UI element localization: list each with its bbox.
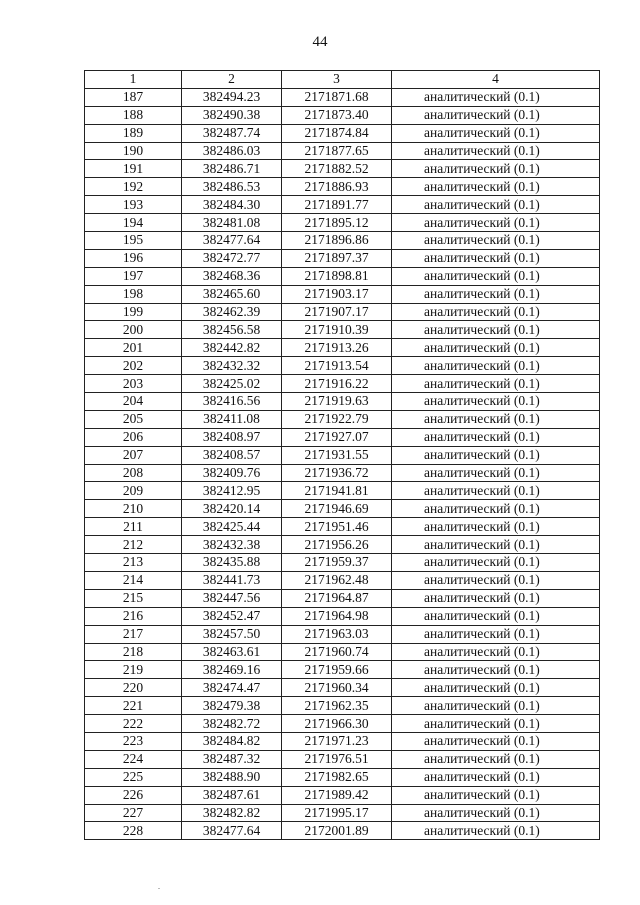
x-coordinate-cell: 382416.56 [182,393,282,411]
table-row [85,106,600,124]
x-coordinate-cell: 382468.36 [182,267,282,285]
table-row [85,804,600,822]
y-coordinate-cell: 2171897.37 [282,249,392,267]
x-coordinate-cell: 382486.53 [182,178,282,196]
method-cell: аналитический (0.1) [392,428,600,446]
x-coordinate-cell: 382442.82 [182,339,282,357]
method-cell: аналитический (0.1) [392,697,600,715]
table-row [85,321,600,339]
point-number-cell: 209 [85,482,182,500]
y-coordinate-cell: 2171898.81 [282,267,392,285]
x-coordinate-cell: 382486.03 [182,142,282,160]
point-number-cell: 213 [85,554,182,572]
method-cell: аналитический (0.1) [392,732,600,750]
table-row [85,124,600,142]
method-cell: аналитический (0.1) [392,518,600,536]
y-coordinate-cell: 2171941.81 [282,482,392,500]
header-row [85,71,600,89]
x-coordinate-cell: 382447.56 [182,589,282,607]
x-coordinate-cell: 382477.64 [182,822,282,840]
point-number-cell: 197 [85,267,182,285]
x-coordinate-cell: 382408.97 [182,428,282,446]
x-coordinate-cell: 382420.14 [182,500,282,518]
method-cell: аналитический (0.1) [392,106,600,124]
table-row [85,232,600,250]
method-cell: аналитический (0.1) [392,393,600,411]
table-row [85,715,600,733]
table-row [85,142,600,160]
table-row [85,88,600,106]
point-number-cell: 192 [85,178,182,196]
x-coordinate-cell: 382477.64 [182,232,282,250]
scan-artifact [158,888,160,889]
table-row [85,750,600,768]
y-coordinate-cell: 2171882.52 [282,160,392,178]
table-row [85,518,600,536]
method-cell: аналитический (0.1) [392,786,600,804]
y-coordinate-cell: 2171895.12 [282,214,392,232]
table-row [85,464,600,482]
table-row [85,732,600,750]
y-coordinate-cell: 2171964.98 [282,607,392,625]
y-coordinate-cell: 2171966.30 [282,715,392,733]
point-number-cell: 226 [85,786,182,804]
y-coordinate-cell: 2171963.03 [282,625,392,643]
y-coordinate-cell: 2171919.63 [282,393,392,411]
method-cell: аналитический (0.1) [392,124,600,142]
method-cell: аналитический (0.1) [392,571,600,589]
x-coordinate-cell: 382441.73 [182,571,282,589]
y-coordinate-cell: 2171989.42 [282,786,392,804]
x-coordinate-cell: 382487.74 [182,124,282,142]
y-coordinate-cell: 2171964.87 [282,589,392,607]
point-number-cell: 189 [85,124,182,142]
x-coordinate-cell: 382484.30 [182,196,282,214]
method-cell: аналитический (0.1) [392,625,600,643]
y-coordinate-cell: 2171960.74 [282,643,392,661]
y-coordinate-cell: 2171873.40 [282,106,392,124]
point-number-cell: 198 [85,285,182,303]
x-coordinate-cell: 382462.39 [182,303,282,321]
table-row [85,643,600,661]
method-cell: аналитический (0.1) [392,160,600,178]
x-coordinate-cell: 382425.44 [182,518,282,536]
point-number-cell: 214 [85,571,182,589]
y-coordinate-cell: 2171903.17 [282,285,392,303]
x-coordinate-cell: 382457.50 [182,625,282,643]
point-number-cell: 220 [85,679,182,697]
method-cell: аналитический (0.1) [392,554,600,572]
method-cell: аналитический (0.1) [392,339,600,357]
point-number-cell: 216 [85,607,182,625]
method-cell: аналитический (0.1) [392,715,600,733]
method-cell: аналитический (0.1) [392,482,600,500]
y-coordinate-cell: 2171927.07 [282,428,392,446]
point-number-cell: 210 [85,500,182,518]
x-coordinate-cell: 382408.57 [182,446,282,464]
method-cell: аналитический (0.1) [392,607,600,625]
method-cell: аналитический (0.1) [392,196,600,214]
point-number-cell: 199 [85,303,182,321]
table-body [85,88,600,839]
point-number-cell: 202 [85,357,182,375]
x-coordinate-cell: 382479.38 [182,697,282,715]
point-number-cell: 196 [85,249,182,267]
table-row [85,357,600,375]
y-coordinate-cell: 2171956.26 [282,536,392,554]
y-coordinate-cell: 2171959.66 [282,661,392,679]
header-col-1: 1 [85,71,182,89]
y-coordinate-cell: 2171886.93 [282,178,392,196]
x-coordinate-cell: 382469.16 [182,661,282,679]
x-coordinate-cell: 382486.71 [182,160,282,178]
table-row [85,571,600,589]
x-coordinate-cell: 382411.08 [182,410,282,428]
y-coordinate-cell: 2171871.68 [282,88,392,106]
x-coordinate-cell: 382487.61 [182,786,282,804]
point-number-cell: 225 [85,768,182,786]
table-row [85,554,600,572]
x-coordinate-cell: 382484.82 [182,732,282,750]
table-row [85,285,600,303]
method-cell: аналитический (0.1) [392,285,600,303]
x-coordinate-cell: 382465.60 [182,285,282,303]
method-cell: аналитический (0.1) [392,446,600,464]
method-cell: аналитический (0.1) [392,750,600,768]
y-coordinate-cell: 2171874.84 [282,124,392,142]
y-coordinate-cell: 2171962.48 [282,571,392,589]
method-cell: аналитический (0.1) [392,88,600,106]
point-number-cell: 207 [85,446,182,464]
point-number-cell: 228 [85,822,182,840]
method-cell: аналитический (0.1) [392,464,600,482]
x-coordinate-cell: 382472.77 [182,249,282,267]
table-row [85,178,600,196]
table-row [85,303,600,321]
y-coordinate-cell: 2171896.86 [282,232,392,250]
x-coordinate-cell: 382435.88 [182,554,282,572]
point-number-cell: 222 [85,715,182,733]
y-coordinate-cell: 2171951.46 [282,518,392,536]
point-number-cell: 217 [85,625,182,643]
x-coordinate-cell: 382482.82 [182,804,282,822]
point-number-cell: 201 [85,339,182,357]
method-cell: аналитический (0.1) [392,267,600,285]
x-coordinate-cell: 382452.47 [182,607,282,625]
table-row [85,536,600,554]
table-row [85,249,600,267]
table-row [85,661,600,679]
method-cell: аналитический (0.1) [392,589,600,607]
coordinates-table [84,70,600,840]
header-col-4: 4 [392,71,600,89]
point-number-cell: 208 [85,464,182,482]
y-coordinate-cell: 2171910.39 [282,321,392,339]
point-number-cell: 195 [85,232,182,250]
point-number-cell: 227 [85,804,182,822]
point-number-cell: 190 [85,142,182,160]
method-cell: аналитический (0.1) [392,303,600,321]
table-row [85,500,600,518]
method-cell: аналитический (0.1) [392,643,600,661]
point-number-cell: 200 [85,321,182,339]
point-number-cell: 191 [85,160,182,178]
table-row [85,428,600,446]
method-cell: аналитический (0.1) [392,410,600,428]
page-number: 44 [312,34,328,50]
y-coordinate-cell: 2171976.51 [282,750,392,768]
x-coordinate-cell: 382490.38 [182,106,282,124]
point-number-cell: 188 [85,106,182,124]
method-cell: аналитический (0.1) [392,232,600,250]
table-row [85,160,600,178]
point-number-cell: 224 [85,750,182,768]
table-row [85,214,600,232]
method-cell: аналитический (0.1) [392,142,600,160]
x-coordinate-cell: 382463.61 [182,643,282,661]
table-row [85,410,600,428]
method-cell: аналитический (0.1) [392,804,600,822]
y-coordinate-cell: 2171916.22 [282,375,392,393]
point-number-cell: 187 [85,88,182,106]
table-row [85,589,600,607]
point-number-cell: 204 [85,393,182,411]
method-cell: аналитический (0.1) [392,375,600,393]
y-coordinate-cell: 2171922.79 [282,410,392,428]
method-cell: аналитический (0.1) [392,214,600,232]
table-row [85,697,600,715]
table-row [85,768,600,786]
y-coordinate-cell: 2171960.34 [282,679,392,697]
method-cell: аналитический (0.1) [392,822,600,840]
method-cell: аналитический (0.1) [392,768,600,786]
table-row [85,822,600,840]
y-coordinate-cell: 2171982.65 [282,768,392,786]
table-row [85,625,600,643]
y-coordinate-cell: 2171877.65 [282,142,392,160]
point-number-cell: 211 [85,518,182,536]
header-col-3: 3 [282,71,392,89]
point-number-cell: 206 [85,428,182,446]
method-cell: аналитический (0.1) [392,178,600,196]
x-coordinate-cell: 382481.08 [182,214,282,232]
x-coordinate-cell: 382494.23 [182,88,282,106]
table-row [85,786,600,804]
y-coordinate-cell: 2172001.89 [282,822,392,840]
method-cell: аналитический (0.1) [392,321,600,339]
x-coordinate-cell: 382474.47 [182,679,282,697]
x-coordinate-cell: 382488.90 [182,768,282,786]
point-number-cell: 223 [85,732,182,750]
method-cell: аналитический (0.1) [392,249,600,267]
point-number-cell: 221 [85,697,182,715]
y-coordinate-cell: 2171913.54 [282,357,392,375]
header-col-2: 2 [182,71,282,89]
table-row [85,607,600,625]
method-cell: аналитический (0.1) [392,357,600,375]
point-number-cell: 193 [85,196,182,214]
y-coordinate-cell: 2171946.69 [282,500,392,518]
table-row [85,679,600,697]
table-row [85,482,600,500]
point-number-cell: 203 [85,375,182,393]
x-coordinate-cell: 382425.02 [182,375,282,393]
table-row [85,375,600,393]
x-coordinate-cell: 382412.95 [182,482,282,500]
x-coordinate-cell: 382482.72 [182,715,282,733]
table-header [85,71,600,89]
method-cell: аналитический (0.1) [392,661,600,679]
x-coordinate-cell: 382487.32 [182,750,282,768]
table-row [85,446,600,464]
table-row [85,339,600,357]
table-row [85,267,600,285]
point-number-cell: 205 [85,410,182,428]
table-row [85,393,600,411]
y-coordinate-cell: 2171936.72 [282,464,392,482]
y-coordinate-cell: 2171931.55 [282,446,392,464]
point-number-cell: 212 [85,536,182,554]
y-coordinate-cell: 2171962.35 [282,697,392,715]
y-coordinate-cell: 2171891.77 [282,196,392,214]
y-coordinate-cell: 2171907.17 [282,303,392,321]
y-coordinate-cell: 2171995.17 [282,804,392,822]
point-number-cell: 194 [85,214,182,232]
y-coordinate-cell: 2171971.23 [282,732,392,750]
table-row [85,196,600,214]
point-number-cell: 218 [85,643,182,661]
x-coordinate-cell: 382456.58 [182,321,282,339]
method-cell: аналитический (0.1) [392,500,600,518]
y-coordinate-cell: 2171913.26 [282,339,392,357]
x-coordinate-cell: 382409.76 [182,464,282,482]
x-coordinate-cell: 382432.32 [182,357,282,375]
method-cell: аналитический (0.1) [392,679,600,697]
method-cell: аналитический (0.1) [392,536,600,554]
point-number-cell: 219 [85,661,182,679]
x-coordinate-cell: 382432.38 [182,536,282,554]
point-number-cell: 215 [85,589,182,607]
y-coordinate-cell: 2171959.37 [282,554,392,572]
